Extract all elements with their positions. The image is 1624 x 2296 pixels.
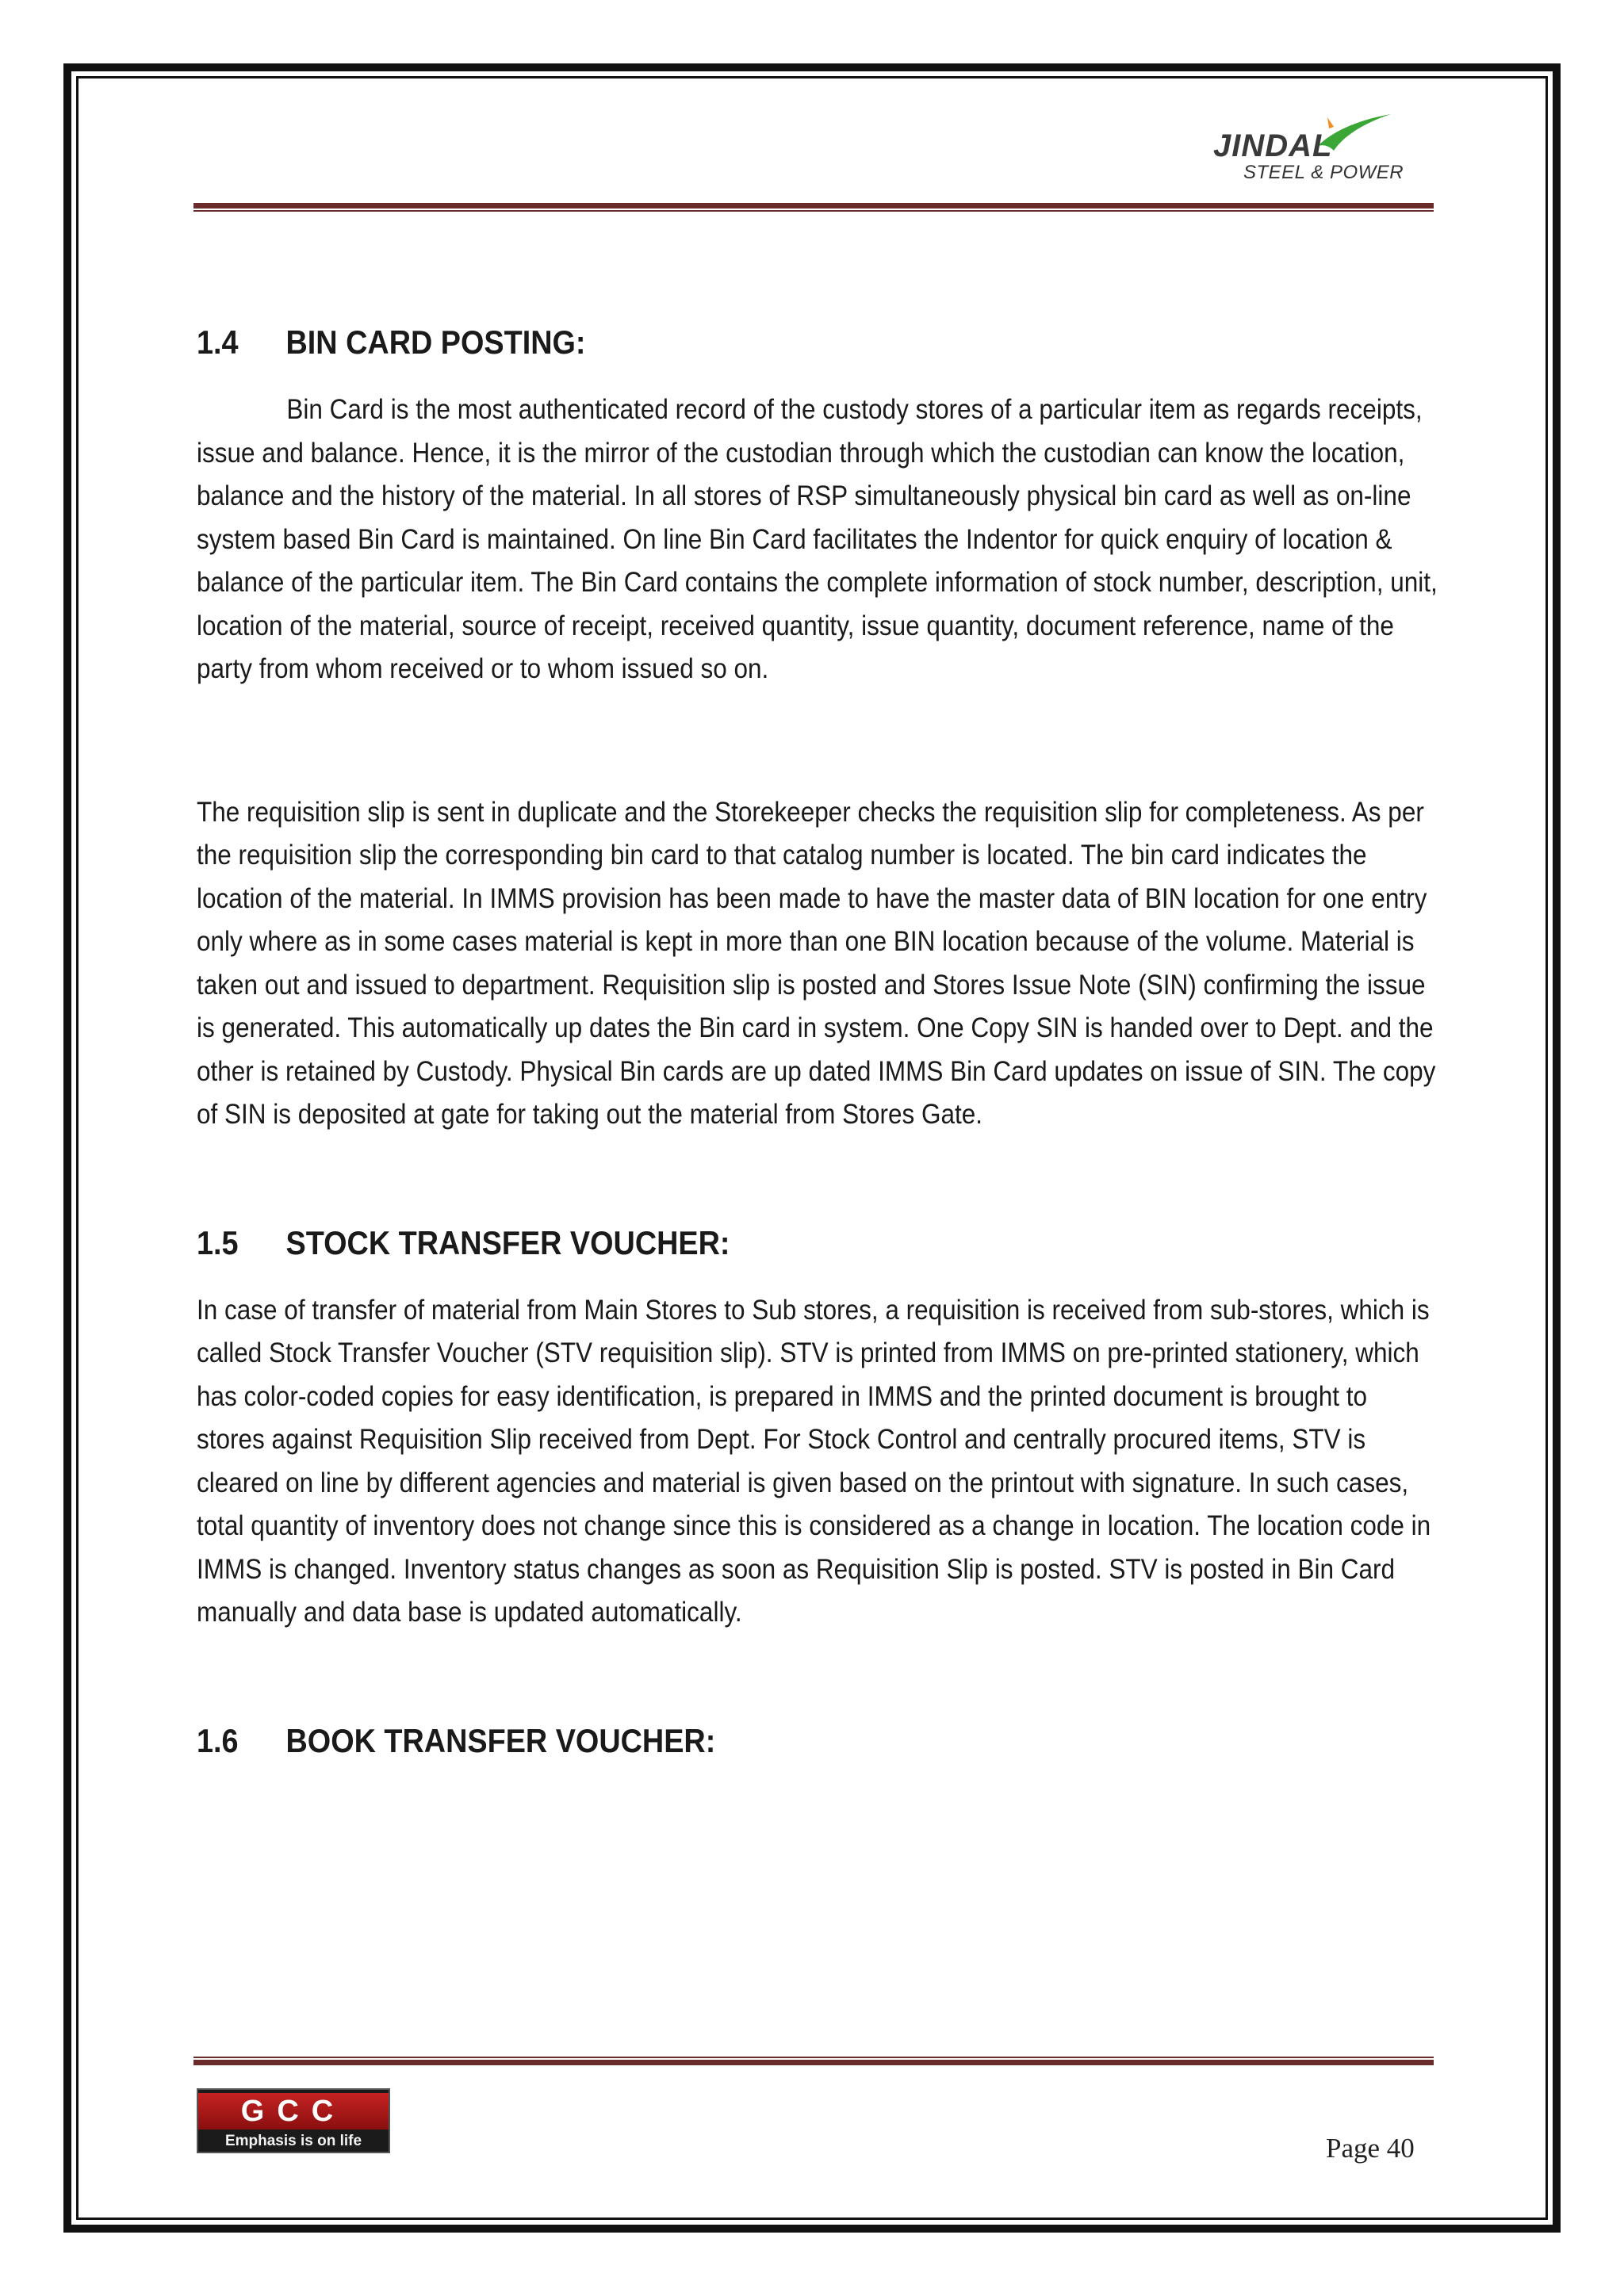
header-divider <box>193 203 1434 212</box>
page-number: Page 40 <box>1326 2133 1415 2164</box>
paragraph: Bin Card is the most authenticated record of the custody stores of a particular item as regards receipts, issue and balance. Hence, it is the mirror of the custodian through which the custodian can know the location, balance and the history of the material. In all stores of RSP simultaneously physical bin card as well as on-line system based Bin Card is maintained. On line Bin Card facilitates the Indentor for quick enquiry of location & balance of the particular item. The Bin Card contains the complete information of stock number, description, unit, location of the material, source of receipt, received quantity, issue quantity, document reference, name of the party from whom received or to whom issued so on. <box>197 394 1438 684</box>
jindal-logo-subtitle: STEEL & POWER <box>1243 162 1404 183</box>
section-heading-1-5 <box>197 1224 1310 1262</box>
main-content <box>197 317 1438 1760</box>
section-heading-1-6 <box>197 1722 1310 1760</box>
paragraph: The requisition slip is sent in duplicate and the Storekeeper checks the requisition slip for completeness. As per the requisition slip the corresponding bin card to that catalog number is located. The bin card indicates the location of the material. In IMMS provision has been made to have the master data of BIN location for one entry only where as in some cases material is kept in more than one BIN location because of the volume. Material is taken out and issued to department. Requisition slip is posted and Stores Issue Note (SIN) confirming the issue is generated. This automatically up dates the Bin card in system. One Copy SIN is handed over to Dept. and the other is retained by Custody. Physical Bin cards are up dated IMMS Bin Card updates on issue of SIN. The copy of SIN is deposited at gate for taking out the material from Stores Gate. <box>197 796 1436 1130</box>
jindal-logo <box>1212 109 1404 189</box>
gcc-logo-tagline: Emphasis is on life <box>224 2133 362 2149</box>
jindal-logo-brand: JINDAL <box>1213 128 1333 163</box>
footer-divider <box>193 2057 1434 2066</box>
section-title: BIN CARD POSTING: <box>285 323 586 361</box>
section-title: BOOK TRANSFER VOUCHER: <box>285 1721 716 1759</box>
section-number: 1.4 <box>197 323 239 361</box>
section-heading-1-4 <box>197 323 1310 362</box>
section-number: 1.6 <box>197 1721 239 1759</box>
gcc-logo <box>197 2088 390 2153</box>
section-title: STOCK TRANSFER VOUCHER: <box>285 1223 730 1261</box>
paragraph: In case of transfer of material from Main Stores to Sub stores, a requisition is received from sub-stores, which is called Stock Transfer Voucher (STV requisition slip). STV is printed from IMMS on pre-printed stationery, which has color-coded copies for easy identification, is prepared in IMMS and the printed document is brought to stores against Requisition Slip received from Dept. For Stock Control and centrally procured items, STV is cleared on line by different agencies and material is given based on the printout with signature. In such cases, total quantity of inventory does not change since this is considered as a change in location. The location code in IMMS is changed. Inventory status changes as soon as Requisition Slip is posted. STV is posted in Bin Card manually and data base is updated automatically. <box>197 1294 1431 1628</box>
gcc-logo-word: GCC <box>198 2093 389 2130</box>
section-number: 1.5 <box>197 1223 239 1261</box>
